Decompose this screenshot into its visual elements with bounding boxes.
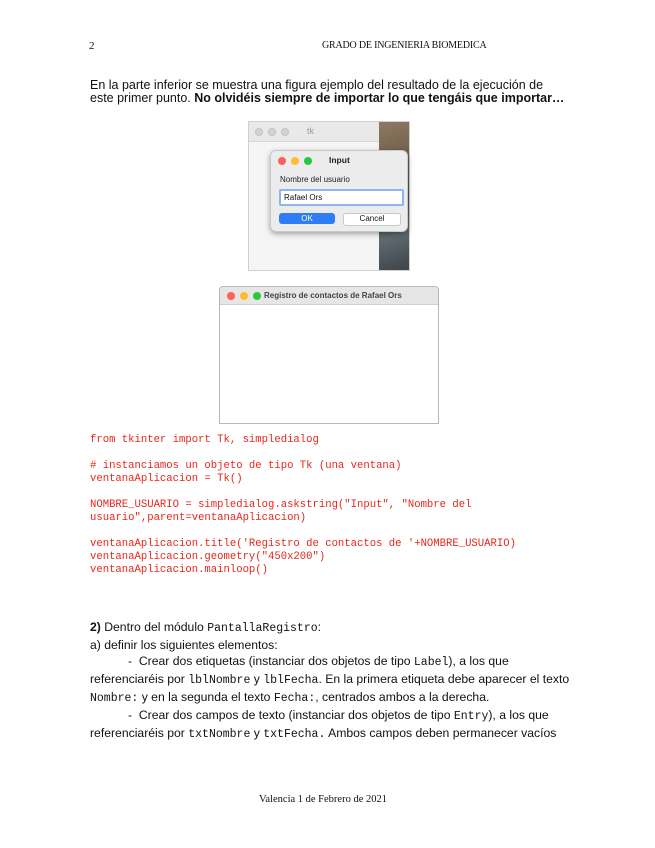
ok-button[interactable]: OK (279, 213, 335, 224)
registro-titlebar (220, 287, 438, 305)
registro-window-title: Registro de contactos de Rafael Ors (264, 291, 402, 300)
username-input[interactable]: Rafael Ors (279, 189, 404, 206)
text-span: : (317, 620, 322, 634)
page-number: 2 (89, 40, 95, 52)
code-span: txtNombre (188, 728, 251, 741)
intro-paragraph (90, 79, 570, 105)
close-dot-icon[interactable] (278, 157, 286, 165)
text-span: Crear dos etiquetas (instanciar dos objetos de tipo (138, 654, 414, 668)
text-span: Dentro del módulo (100, 620, 208, 634)
minimize-dot-icon[interactable] (240, 292, 248, 300)
page-footer: Valencia 1 de Febrero de 2021 (259, 794, 387, 805)
code-line: usuario",parent=ventanaAplicacion) (90, 512, 307, 524)
section-2-heading (90, 619, 575, 637)
minimize-dot-icon (268, 128, 276, 136)
intro-bold-text: No olvidéis siempre de importar lo que tengáis que importar… (194, 91, 565, 105)
code-span: Fecha: (273, 692, 316, 705)
code-line: ventanaAplicacion.title('Registro de contactos de '+NOMBRE_USUARIO) (90, 538, 516, 550)
code-span: Entry (453, 710, 489, 723)
code-line: ventanaAplicacion = Tk() (90, 473, 243, 485)
text-span: ), a los que referenciaréis por (90, 708, 549, 740)
cancel-button[interactable]: Cancel (343, 213, 401, 226)
tk-window-title: tk (307, 126, 315, 136)
minimize-dot-icon[interactable] (291, 157, 299, 165)
text-span: Ambos campos deben permanecer vacíos (325, 726, 557, 740)
code-line (90, 447, 516, 460)
maximize-dot-icon[interactable] (253, 292, 261, 300)
text-span: y (250, 726, 264, 740)
prompt-label: Nombre del usuario (280, 175, 350, 184)
code-span: txtFecha. (263, 728, 326, 741)
code-line: ventanaAplicacion.geometry("450x200") (90, 551, 326, 563)
code-line (90, 486, 516, 499)
code-span: Nombre: (90, 692, 139, 705)
dialog-title: Input (329, 155, 350, 165)
code-line: from tkinter import Tk, simpledialog (90, 434, 319, 446)
maximize-dot-icon[interactable] (304, 157, 312, 165)
code-block (90, 434, 516, 577)
code-line: NOMBRE_USUARIO = simpledialog.askstring("Input", "Nombre del (90, 499, 472, 511)
maximize-dot-icon (281, 128, 289, 136)
running-header: GRADO DE INGENIERIA BIOMEDICA (322, 40, 487, 51)
registro-window-figure (219, 286, 439, 424)
bullet-labels (90, 653, 575, 707)
code-line: # instanciamos un objeto de tipo Tk (una ventana) (90, 460, 402, 472)
module-name: PantallaRegistro (207, 622, 318, 635)
bullet-entries (90, 707, 575, 743)
section-2-text (90, 619, 575, 743)
code-span: lblNombre (188, 674, 251, 687)
code-line (90, 525, 516, 538)
bullet-dash: - (128, 708, 133, 722)
text-span: , centrados ambos a la derecha. (315, 690, 490, 704)
text-span: Crear dos campos de texto (instanciar dos objetos de tipo (138, 708, 454, 722)
bullet-dash: - (128, 654, 133, 668)
intro-text: En la parte inferior se muestra una figura ejemplo del resultado de la ejecución de este primer punto. (90, 78, 544, 105)
close-dot-icon[interactable] (227, 292, 235, 300)
input-dialog (270, 150, 408, 232)
section-2-subheading: a) definir los siguientes elementos: (90, 638, 278, 652)
text-span: ), a los que referenciaréis por (90, 654, 509, 686)
close-dot-icon (255, 128, 263, 136)
code-span: lblFecha (263, 674, 319, 687)
text-span: y (250, 672, 264, 686)
section-number: 2) (90, 620, 101, 634)
code-line: ventanaAplicacion.mainloop() (90, 564, 269, 576)
code-span: Label (413, 656, 449, 669)
text-span: y en la segunda el texto (138, 690, 274, 704)
text-span: . En la primera etiqueta debe aparecer el texto (318, 672, 570, 686)
